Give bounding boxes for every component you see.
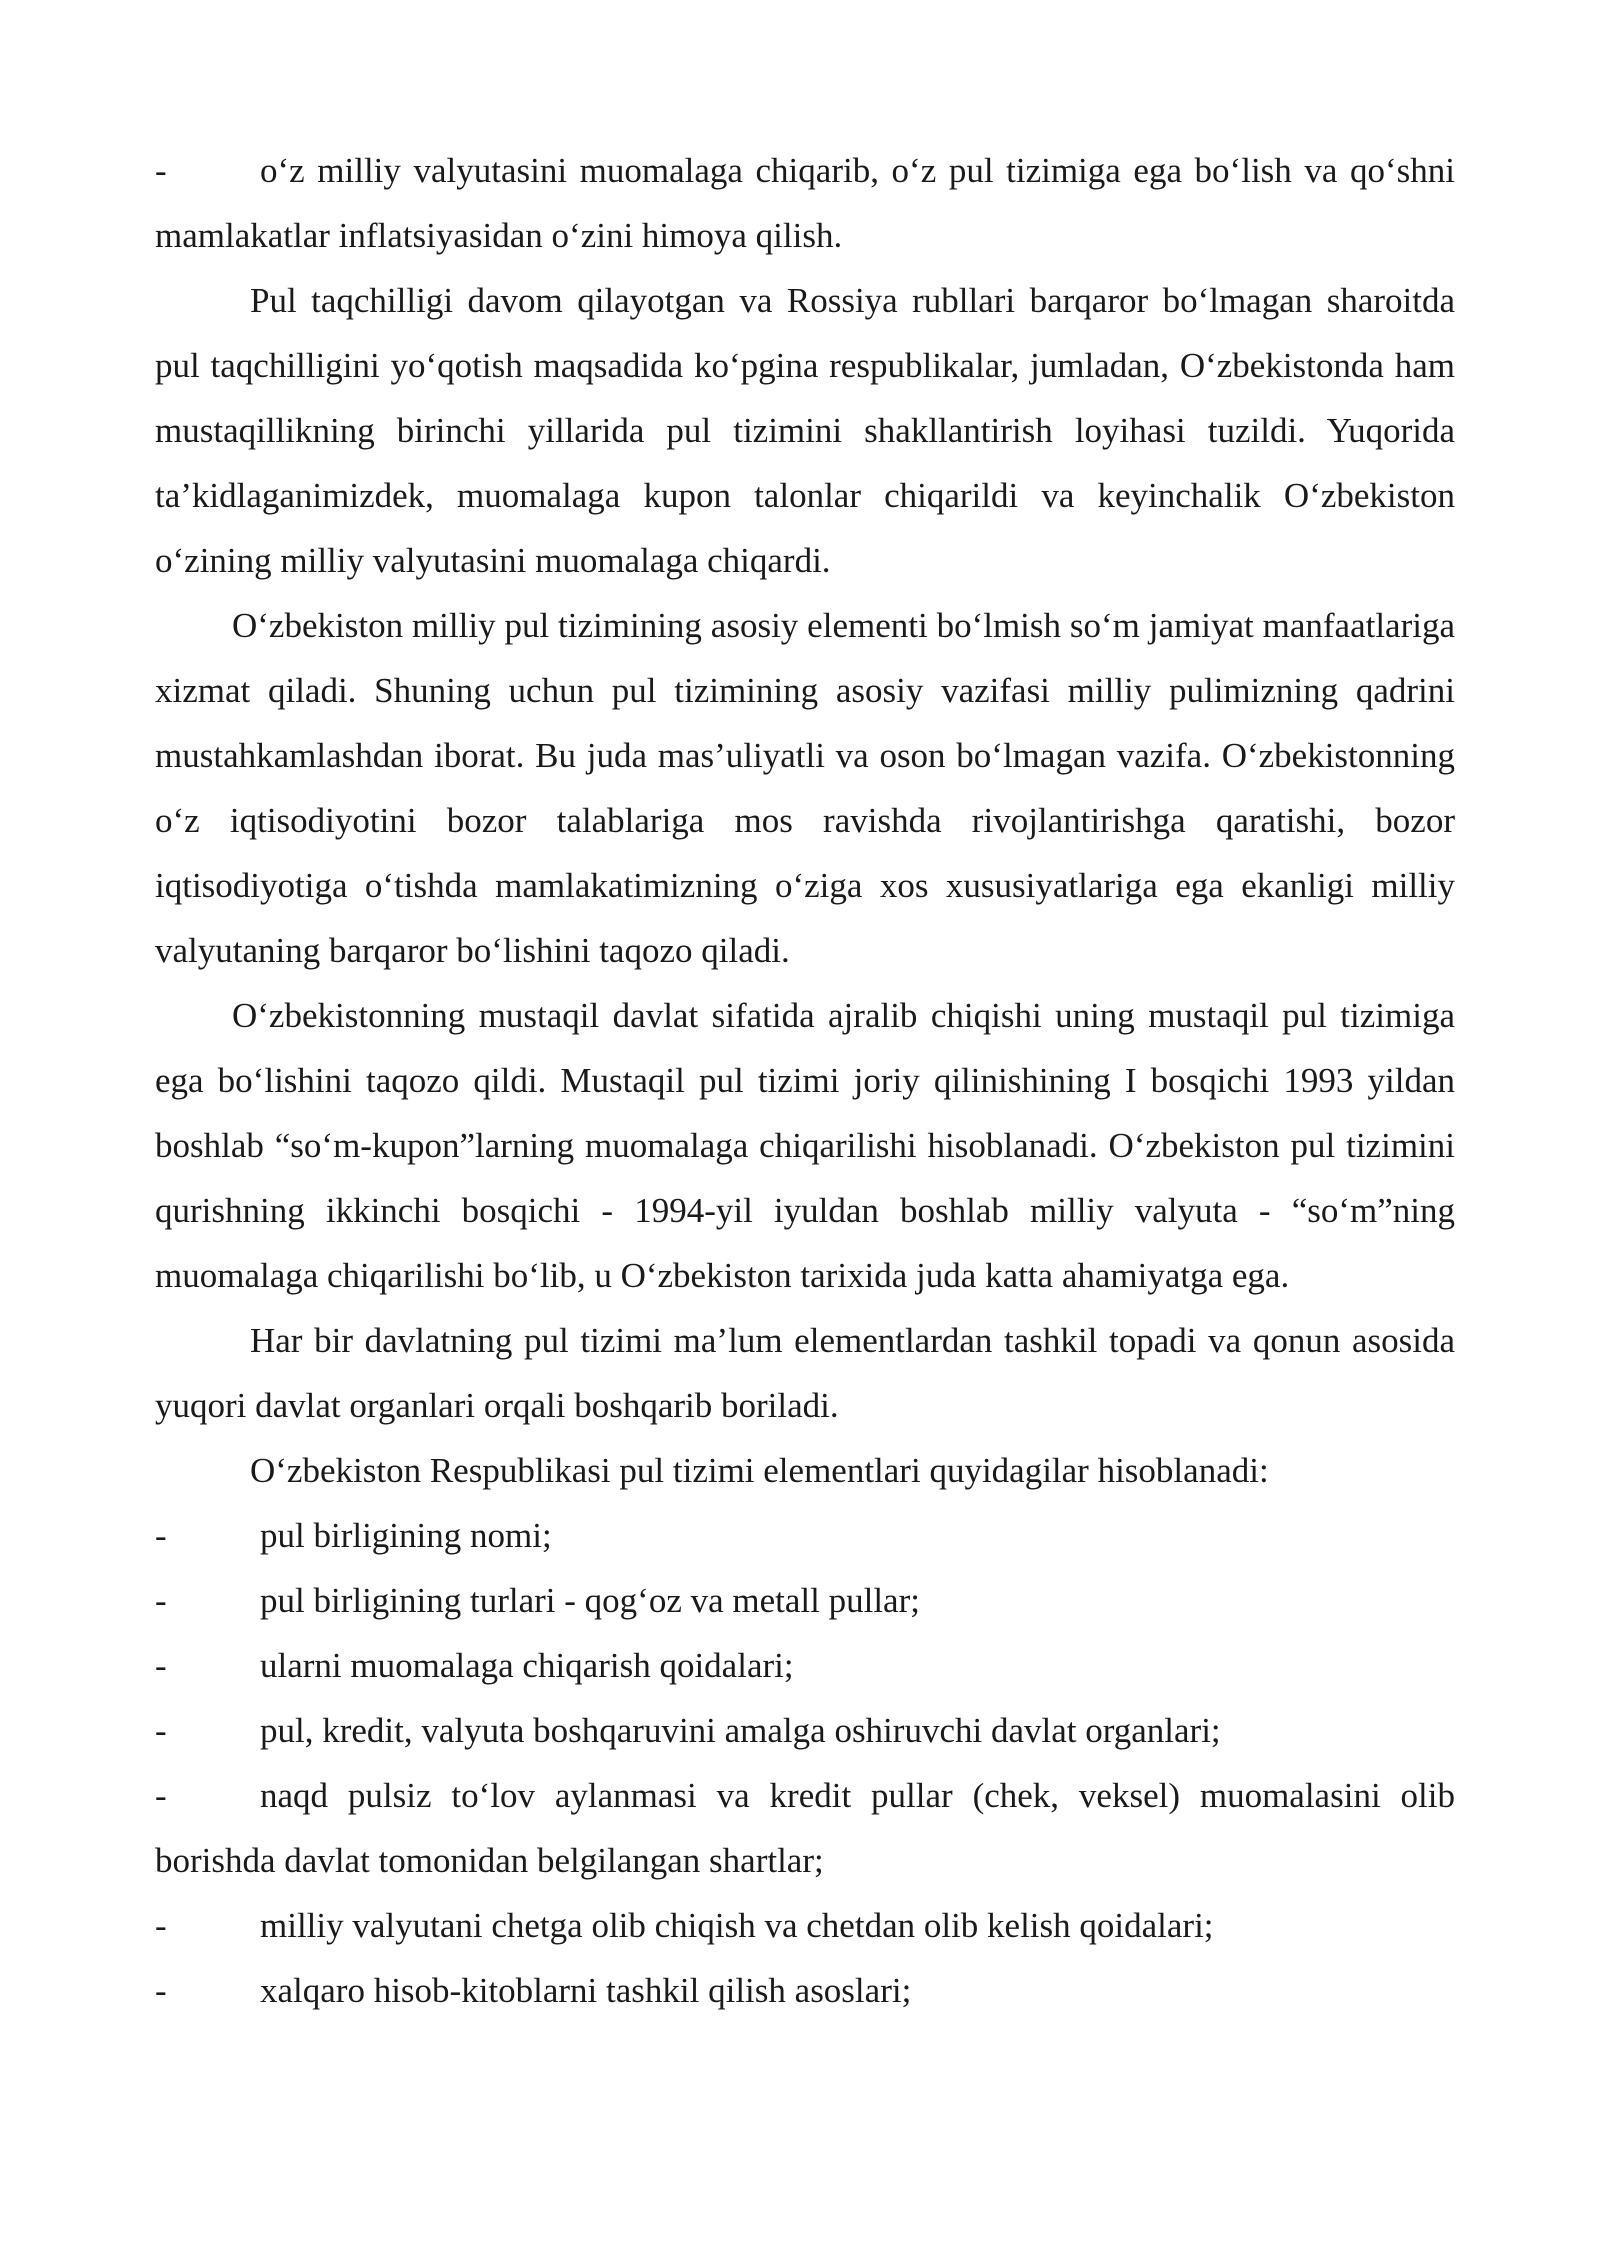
list-item-text: o‘z milliy valyutasini muomalaga chiqarib, o‘z pul tizimiga ega bo‘lish va qo‘shni mamlakatlar inflatsiyasidan o‘zini himoya qilish. xyxy=(155,151,1455,255)
list-item-text: naqd pulsiz to‘lov aylanmasi va kredit pullar (chek, veksel) muomalasini olib borishda davlat tomonidan belgilangan shartlar; xyxy=(155,1776,1455,1880)
list-item-text: pul, kredit, valyuta boshqaruvini amalga oshiruvchi davlat organlari; xyxy=(260,1711,1221,1750)
list-item xyxy=(155,1698,1455,1763)
list-item-text: pul birligining nomi; xyxy=(260,1516,552,1555)
list-marker: - xyxy=(155,1906,167,1945)
list-marker: - xyxy=(155,1711,167,1750)
list-marker: - xyxy=(155,1516,167,1555)
list-item-text: xalqaro hisob-kitoblarni tashkil qilish asoslari; xyxy=(260,1971,912,2010)
list-item xyxy=(155,1503,1455,1568)
list-marker: - xyxy=(155,151,167,190)
list-marker: - xyxy=(155,1971,167,2010)
list-item-text: pul birligining turlari - qog‘oz va metall pullar; xyxy=(260,1581,920,1620)
list-item xyxy=(155,1568,1455,1633)
paragraph-3: O‘zbekistonning mustaqil davlat sifatida ajralib chiqishi uning mustaqil pul tizimiga ega bo‘lishini taqozo qildi. Mustaqil pul tizimi joriy qilinishining I bosqichi 1993 yildan boshlab “so‘m-kupon”larning muomalaga chiqarilishi hisoblanadi. O‘zbekiston pul tizimini qurishning ikkinchi bosqichi - 1994-yil iyuldan boshlab milliy valyuta - “so‘m”ning muomalaga chiqarilishi bo‘lib, u O‘zbekiston tarixida juda katta ahamiyatga ega. xyxy=(155,996,1455,1295)
list-marker: - xyxy=(155,1581,167,1620)
list-item-intro xyxy=(155,138,1455,268)
list-item xyxy=(155,1763,1455,1893)
paragraph-5: O‘zbekiston Respublikasi pul tizimi elementlari quyidagilar hisoblanadi: xyxy=(250,1451,1269,1490)
list-item-text: ularni muomalaga chiqarish qoidalari; xyxy=(260,1646,794,1685)
list-marker: - xyxy=(155,1776,167,1815)
paragraph-2: O‘zbekiston milliy pul tizimining asosiy elementi bo‘lmish so‘m jamiyat manfaatlariga xizmat qiladi. Shuning uchun pul tizimining asosiy vazifasi milliy pulimizning qadrini mustahkamlashdan iborat. Bu juda mas’uliyatli va oson bo‘lmagan vazifa. O‘zbekistonning o‘z iqtisodiyotini bozor talablariga mos ravishda rivojlantirishga qaratishi, bozor iqtisodiyotiga o‘tishda mamlakatimizning o‘ziga xos xususiyatlariga ega ekanligi milliy valyutaning barqaror bo‘lishini taqozo qiladi. xyxy=(155,606,1455,970)
list-item xyxy=(155,1958,1455,2023)
paragraph-4: Har bir davlatning pul tizimi ma’lum elementlardan tashkil topadi va qonun asosida yuqori davlat organlari orqali boshqarib boriladi. xyxy=(155,1321,1455,1425)
list-marker: - xyxy=(155,1646,167,1685)
list-item xyxy=(155,1893,1455,1958)
list-item-text: milliy valyutani chetga olib chiqish va chetdan olib kelish qoidalari; xyxy=(260,1906,1214,1945)
paragraph-1: Pul taqchilligi davom qilayotgan va Rossiya rubllari barqaror bo‘lmagan sharoitda pul taqchilligini yo‘qotish maqsadida ko‘pgina respublikalar, jumladan, O‘zbekistonda ham mustaqillikning birinchi yillarida pul tizimini shakllantirish loyihasi tuzildi. Yuqorida ta’kidlaganimizdek, muomalaga kupon talonlar chiqarildi va keyinchalik O‘zbekiston o‘zining milliy valyutasini muomalaga chiqardi. xyxy=(155,281,1455,580)
document-page xyxy=(155,138,1455,2023)
list-item xyxy=(155,1633,1455,1698)
